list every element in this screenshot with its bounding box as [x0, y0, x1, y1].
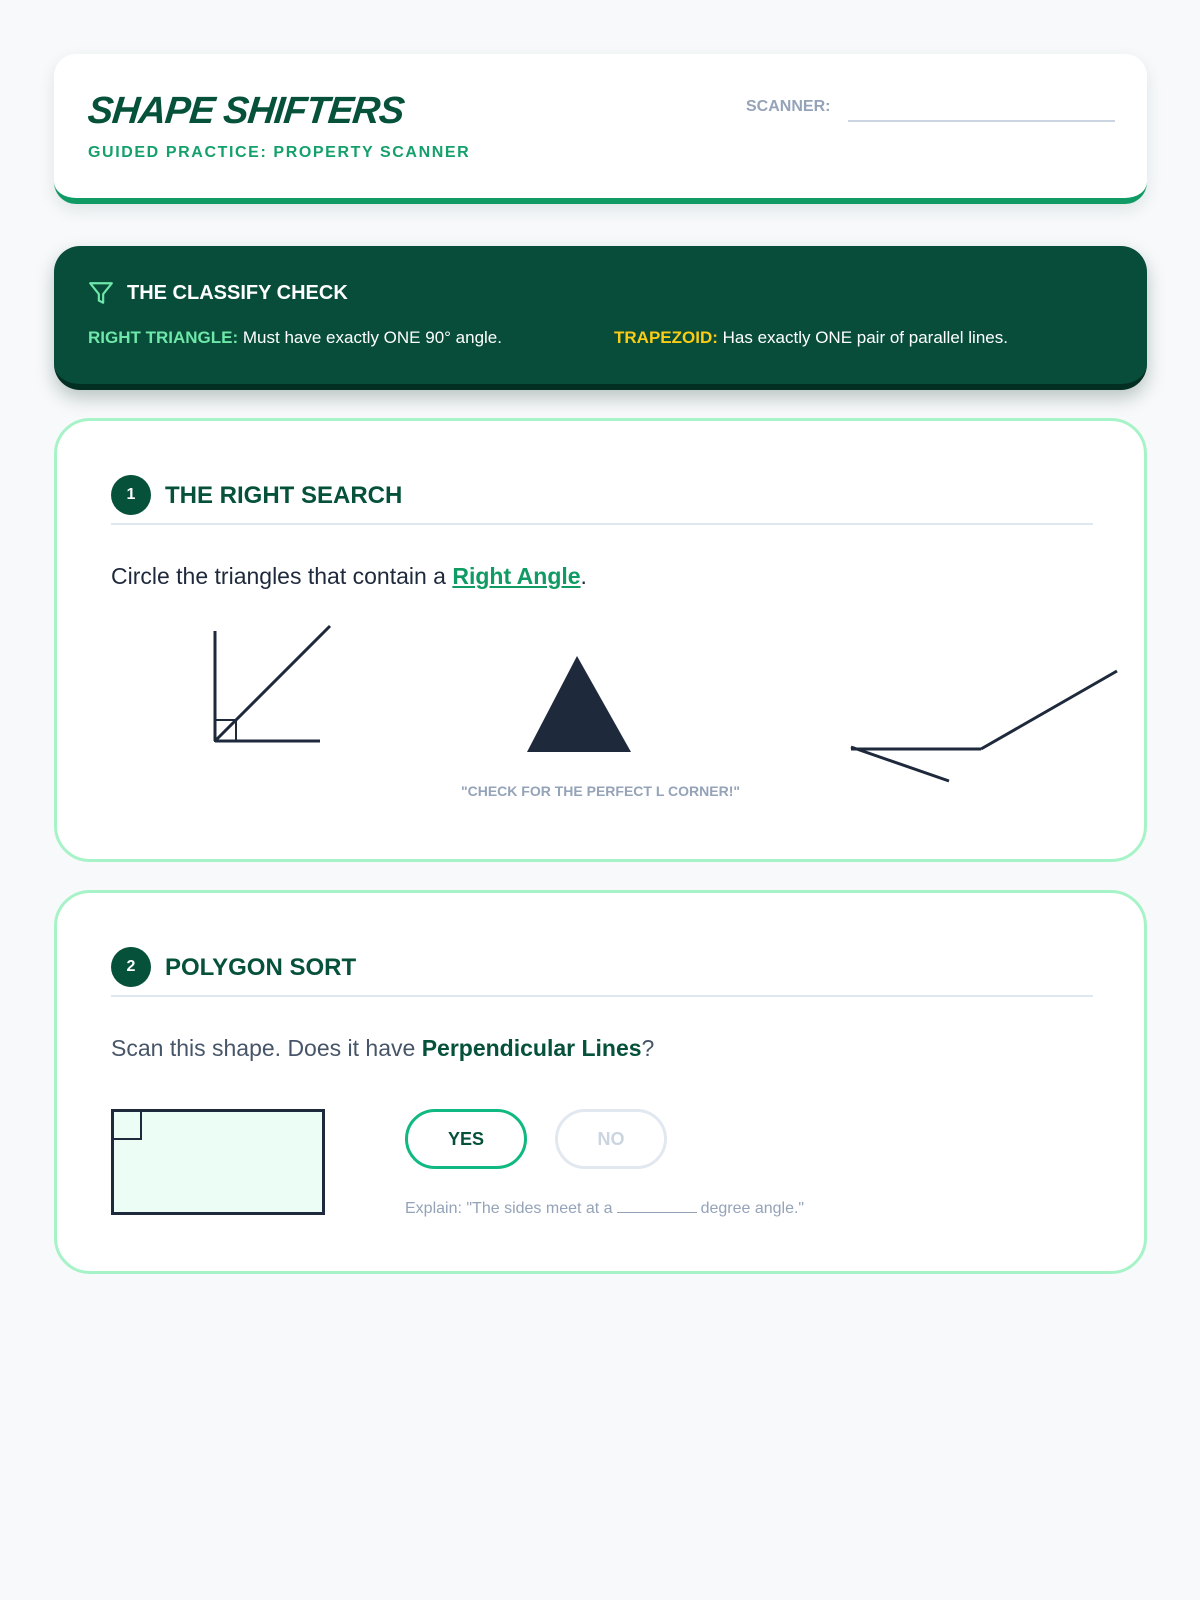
app-title: SHAPE SHIFTERS [85, 90, 406, 132]
right-triangle-shape[interactable] [205, 621, 345, 751]
app-subtitle: GUIDED PRACTICE: PROPERTY SCANNER [88, 144, 471, 161]
classify-title: THE CLASSIFY CHECK [127, 282, 348, 304]
rule-trapezoid [614, 328, 1008, 348]
section-right-search [54, 418, 1147, 862]
rule-term: RIGHT TRIANGLE: [88, 328, 239, 347]
prompt-keyword: Right Angle [452, 563, 581, 589]
scanner-name-input[interactable] [848, 90, 1115, 122]
rectangle-shape [111, 1109, 325, 1215]
right-angle-marker [114, 1112, 142, 1140]
hint-text: "CHECK FOR THE PERFECT L CORNER!" [460, 783, 741, 799]
rule-term: TRAPEZOID: [614, 328, 718, 347]
prompt-end: . [580, 563, 587, 589]
obtuse-triangle-shape[interactable] [847, 665, 1127, 791]
explain-text-end: degree angle." [700, 1200, 805, 1217]
rule-right-triangle [88, 328, 502, 348]
section-header [111, 947, 1093, 997]
prompt-end: ? [641, 1035, 655, 1061]
rule-text: Must have exactly ONE 90° angle. [242, 328, 502, 347]
explain-prompt [405, 1199, 804, 1218]
no-button[interactable]: NO [555, 1109, 667, 1169]
section-header [111, 475, 1093, 525]
section-prompt [111, 1035, 654, 1062]
prompt-keyword: Perpendicular Lines [421, 1035, 642, 1061]
filter-icon [88, 280, 114, 306]
equilateral-triangle-shape[interactable] [525, 653, 635, 755]
degree-blank[interactable] [617, 1199, 697, 1213]
yes-button[interactable]: YES [405, 1109, 527, 1169]
rule-text: Has exactly ONE pair of parallel lines. [722, 328, 1008, 347]
section-title: THE RIGHT SEARCH [165, 482, 403, 509]
classify-check-banner [54, 246, 1147, 390]
section-polygon-sort [54, 890, 1147, 1274]
section-title: POLYGON SORT [165, 954, 357, 981]
section-number-badge: 1 [111, 475, 151, 515]
prompt-text: Circle the triangles that contain a [111, 563, 453, 589]
header-card [54, 54, 1147, 204]
scanner-label: SCANNER: [746, 98, 831, 115]
section-prompt [111, 563, 587, 590]
explain-text: Explain: "The sides meet at a [405, 1200, 613, 1217]
section-number-badge: 2 [111, 947, 151, 987]
prompt-text: Scan this shape. Does it have [111, 1035, 422, 1061]
